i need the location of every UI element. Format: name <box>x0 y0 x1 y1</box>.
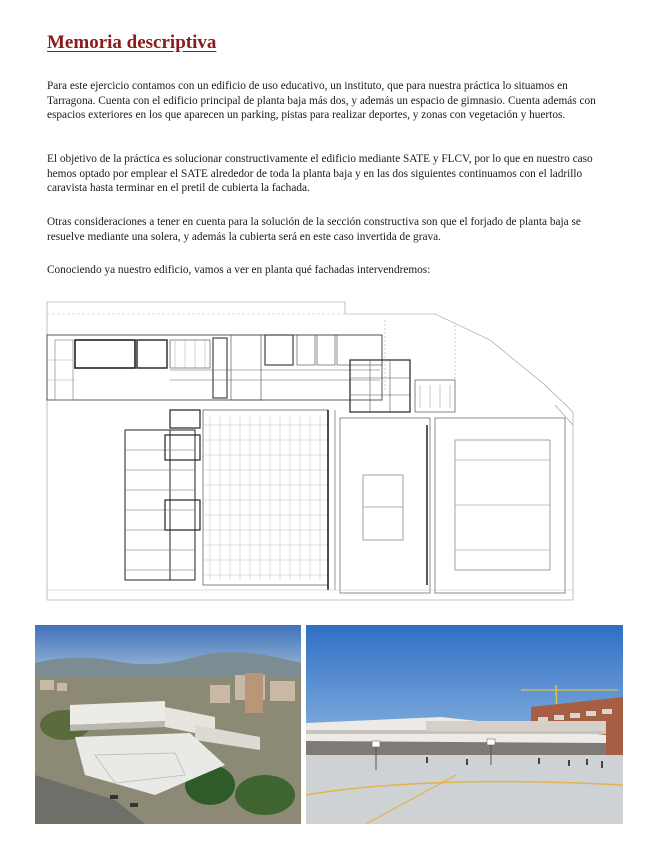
page-title: Memoria descriptiva <box>47 32 217 53</box>
paragraph-objective: El objetivo de la práctica es solucionar constructivamente el edificio mediante SATE y FLCV, por lo que en nuestro caso hemos optado por emplear el SATE alrededor de toda la planta baja y en las dos siguientes continuamos con el ladrillo caravista hasta terminar en el pretil de cubierta la fachada. <box>47 153 593 195</box>
paragraph-considerations: Otras consideraciones a tener en cuenta para la solución de la sección constructiva son que el forjado de planta baja se resuelve mediante una solera, y además la cubierta será en este caso invertida de grava. <box>47 216 581 243</box>
paragraph-intro: Para este ejercicio contamos con un edificio de uso educativo, un instituto, que para nuestra práctica lo situamos en Tarragona. Cuenta con el edificio principal de planta baja más dos, y además un espacio de gimnasio. Cuenta además con espacios exteriores en los que aparecen un parking, pistas para realizar deportes, y zonas con vegetación y huertos. <box>47 80 596 122</box>
aerial-photo-school <box>35 625 301 824</box>
floor-plan-drawing <box>45 300 575 608</box>
schoolyard-photo <box>306 625 623 824</box>
paragraph-plan-intro: Conociendo ya nuestro edificio, vamos a ver en planta qué fachadas intervendremos: <box>47 264 431 276</box>
